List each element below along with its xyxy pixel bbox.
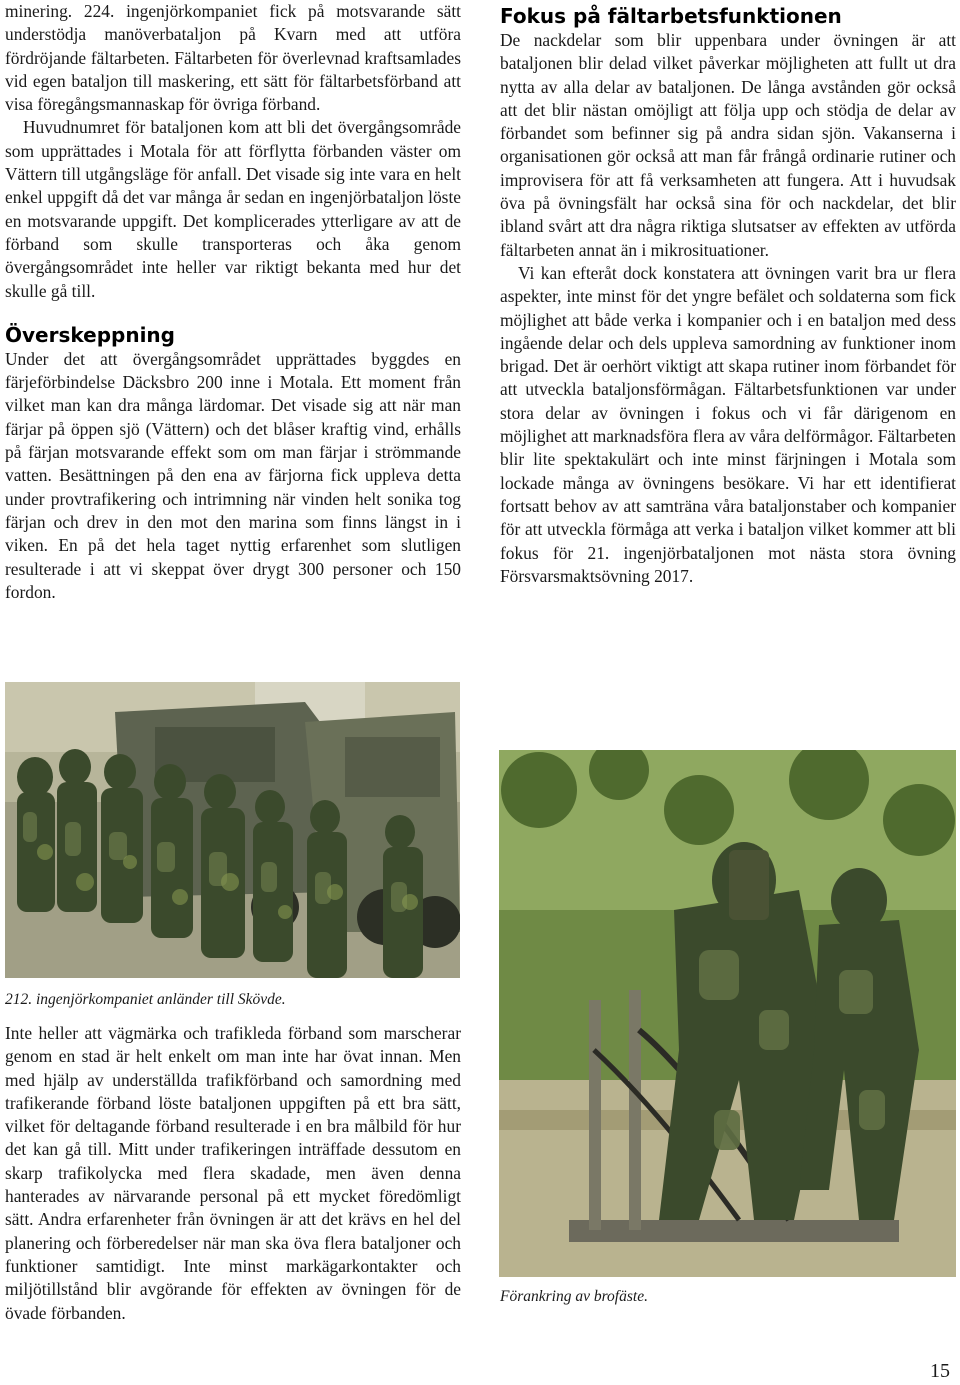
right-column-top bbox=[500, 0, 956, 588]
section-paragraph: Under det att övergångsområdet upprättades byggdes en färjeförbindelse Däcksbro 200 inne i Motala. Ett moment från vilket man kan dra många lärdomar. Det visade sig att när man färjar på öppen sjö (Vättern) och det blåser kraftig vind, erhålls på färjan motsvarande effekt som om man färjar i strömmande vatten. Besättningen på den ena av färjorna fick uppleva detta under provtrafikering och intrimning när vinden helt sonika tog färjan och drev in den mot den marina som finns längst in i viken. En på det hela taget nyttig erfarenhet som slutligen resulterade i att vi skeppat över drygt 300 personer och 150 fordon. bbox=[5, 348, 461, 602]
lower-left-paragraph: Inte heller att vägmärka och trafikleda förband som marscherar genom en stad är helt enkelt om man inte har övat innan. Men med hjälp av underställda trafikförband och samordning med trafikerande förband löste bataljonen uppgiften på ett bra sätt, vilket för deltagande förband resulterade i en bra målbild för hur det kan gå till. Mitt under trafikeringen inträffade dessutom en skarp trafikolycka med flera skadade, men även denna hanterades av närvarande personal på ett mycket föredömligt sätt. Andra erfarenheter från övningen är att det krävs en hel del planering och förberedelser när man ska öva flera bataljoner och funktioner samtidigt. Inte minst markägarkontakter och miljötillstånd blir avgörande för effekten av övningen för de övade förbanden. bbox=[5, 1023, 461, 1323]
left-column-bottom bbox=[5, 1022, 461, 1325]
intro-paragraph-1: minering. 224. ingenjörkompaniet fick på motsvarande sätt understödja manöverbataljon på Kvarn med att utföra fördröjande fältarbeten. Fältarbeten för överlevnad kraftsamlades vid egen bataljon till maskering, ett sätt för fältarbetsförband att visa föregångsmannaskap för övriga förband. bbox=[5, 1, 461, 115]
left-column-top bbox=[5, 0, 461, 604]
right-paragraph-2: Vi kan efteråt dock konstatera att övningen varit bra ur flera aspekter, inte minst för det yngre befälet och soldaterna som fick möjlighet att både verka i kompanier och i en bataljon med dess ingående delar och dels uppleva samordning av funktioner inom brigad. Det är oerhört viktigt att skapa rutiner inom förbandet för att utveckla bataljonsförmågan. Fältarbetsfunktionen var under stora delar av övningen i fokus och vi får därigenom en möjlighet att marknadsföra flera av våra delförmågor. Fältarbeten blir lite spektakulärt och inte minst färjningen i Motala som lockade många av övningens besökare. Vi har ett identifierat fortsatt behov av att samträna våra bataljonstaber och kompanier för att utveckla förmåga att verka i bataljon vilket kommer att bli fokus för 21. ingenjörbataljonen mot nästa stora övning Försvarsmaktsövning 2017. bbox=[500, 262, 956, 586]
soldiers-photo bbox=[5, 682, 460, 978]
anchoring-photo bbox=[499, 750, 956, 1277]
section-heading-fokus: Fokus på fältarbetsfunktionen bbox=[500, 4, 842, 28]
photo-right-caption: Förankring av brofäste. bbox=[500, 1288, 648, 1305]
intro-paragraph-2: Huvudnumret för bataljonen kom att bli det övergångsområde som upprättades i Motala för att förflytta förbanden väster om Vättern till utgångsläge för anfall. Det visade sig inte vara en helt enkel uppgift då det var många år sedan en ingenjörbataljon löste en motsvarande uppgift. Det komplicerades ytterligare av att de förband som skulle transporteras och åka genom övergångsområdet inte heller var riktigt bekanta med hur det skulle gå till. bbox=[5, 117, 461, 301]
section-heading-overskeppning: Överskeppning bbox=[5, 322, 175, 347]
right-paragraph-1: De nackdelar som blir uppenbara under övningen är att bataljonen blir delad vilket påverkar möjligheten att fullt ut dra nytta av alla delar av bataljonen. De långa avstånden gör också att det blir nästan omöjligt att följa upp och stödja de delar av förbandet som befinner sig på andra sidan sjön. Vakanserna i organisationen gör också att man får frångå ordinarie rutiner och improvisera för att få verksamheten att fungera. Att i huvudsak öva på övningsfält har också sina för och nackdelar, det blir ibland svårt att dra några riktiga slutsatser av effekten av utförda fältarbeten annat än i mikrosituationer. bbox=[500, 30, 956, 260]
photo-left-caption: 212. ingenjörkompaniet anländer till Skövde. bbox=[5, 991, 286, 1008]
page-number: 15 bbox=[930, 1360, 950, 1382]
